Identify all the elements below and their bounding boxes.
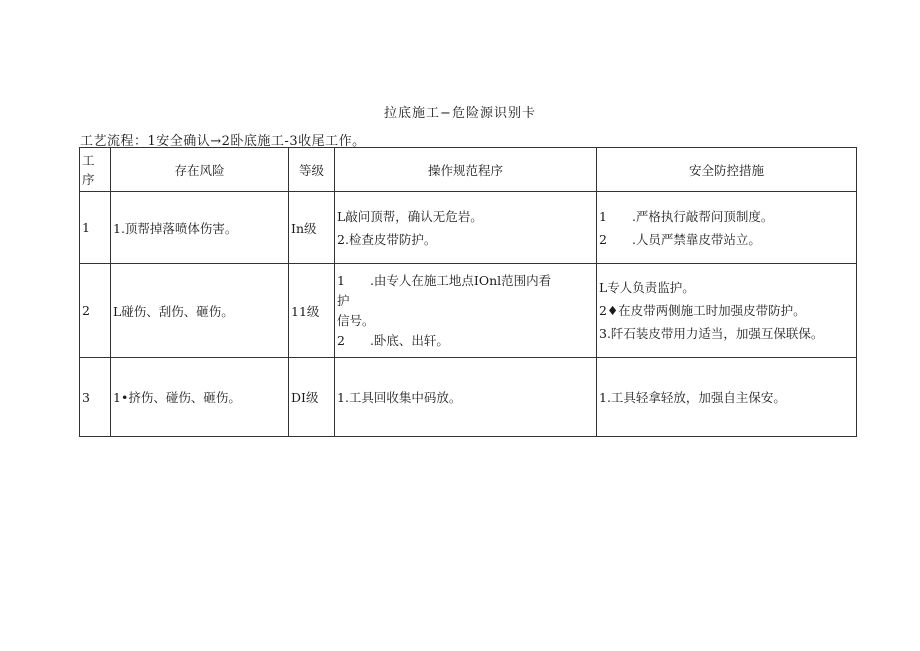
risk-cell: L碰伤、刮伤、砸伤。	[111, 264, 289, 358]
table-row	[80, 192, 857, 264]
measures-cell: 1.工具轻拿轻放，加强自主保安。	[597, 358, 857, 437]
level-cell: DI级	[289, 358, 335, 437]
table-row	[80, 264, 857, 358]
seq-cell: 2	[80, 264, 111, 358]
level-cell: In级	[289, 192, 335, 264]
seq-cell: 3	[80, 358, 111, 437]
table-row	[80, 358, 857, 437]
seq-cell: 1	[80, 192, 111, 264]
procedure-cell: L敲问顶帮，确认无危岩。 2.检查皮带防护。	[335, 192, 597, 264]
level-cell: 11级	[289, 264, 335, 358]
procedure-cell: 1 .由专人在施工地点IOnl范围内看 护 信号。 2 .卧底、出轩。	[335, 264, 597, 358]
header-level: 等级	[289, 148, 335, 192]
measures-cell: 1 .严格执行敲帮问顶制度。 2 .人员严禁靠皮带站立。	[597, 192, 857, 264]
process-flow: 工艺流程：1安全确认→2卧底施工-3收尾工作。	[80, 134, 366, 149]
hazard-table	[79, 147, 857, 437]
header-seq: 工 序	[80, 148, 111, 192]
header-procedure: 操作规范程序	[335, 148, 597, 192]
risk-cell: 1.顶帮掉落喷体伤害。	[111, 192, 289, 264]
header-row	[80, 148, 857, 192]
procedure-cell: 1.工具回收集中码放。	[335, 358, 597, 437]
risk-cell: 1•挤伤、碰伤、砸伤。	[111, 358, 289, 437]
measures-cell: L专人负责监护。 2♦在皮带两侧施工时加强皮带防护。 3.阡石装皮带用力适当，加强互保联保。	[597, 264, 857, 358]
header-measures: 安全防控措施	[597, 148, 857, 192]
header-risk: 存在风险	[111, 148, 289, 192]
page-title: 拉底施工−危险源识别卡	[384, 106, 536, 121]
